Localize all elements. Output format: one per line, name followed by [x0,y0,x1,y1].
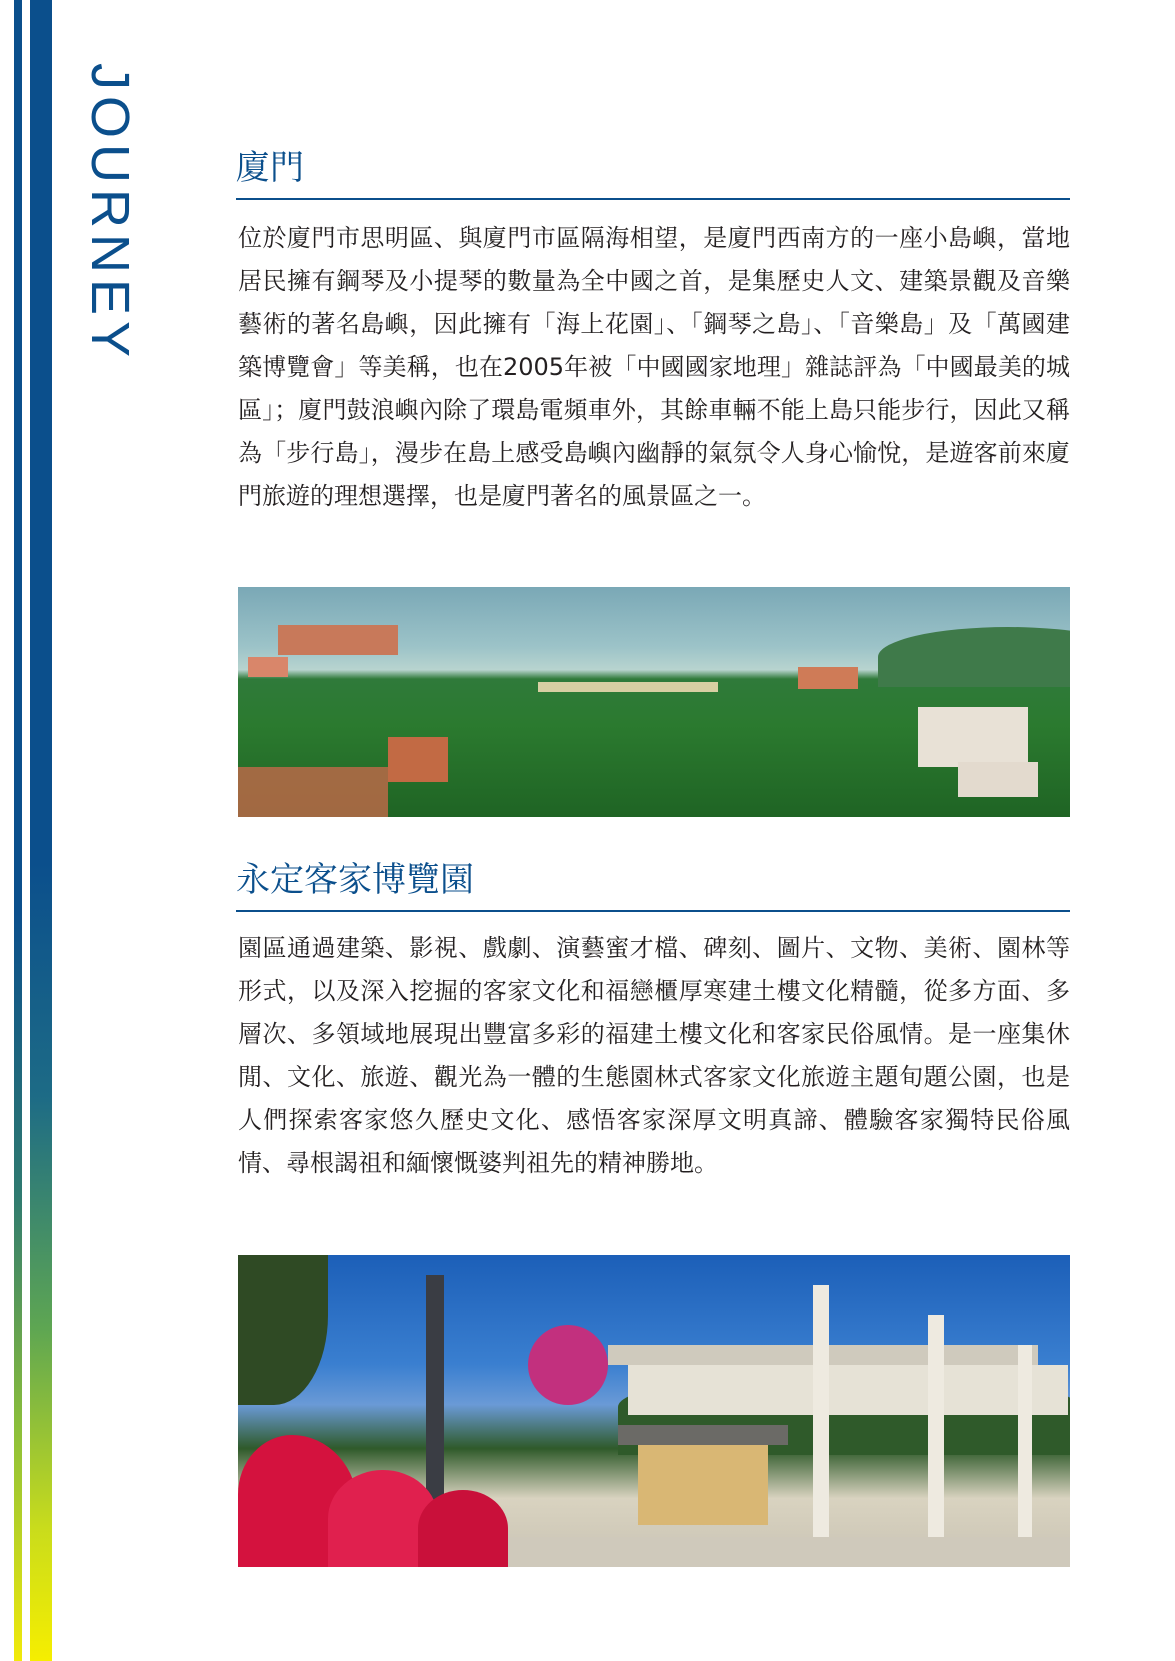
photo-beach [538,682,718,692]
photo-hakka-park [238,1255,1070,1567]
section-title-xiamen: 廈門 [236,146,1070,200]
photo-gate-pillar [1018,1345,1032,1567]
photo-hill [878,627,1070,687]
photo-building [918,707,1028,767]
section-body-xiamen: 位於廈門市思明區、與廈門市區隔海相望，是廈門西南方的一座小島嶼，當地居民擁有鋼琴及小提琴的數量為全中國之首，是集歷史人文、建築景觀及音樂藝術的著名島嶼，因此擁有「海上花園」、「鋼琴之島」、「音樂島」及「萬國建築博覽會」等美稱，也在2005年被「中國國家地理」雜誌評為「中國最美的城區」；廈門鼓浪嶼內除了環島電頻車外，其餘車輛不能上島只能步行，因此又稱為「步行島」，漫步在島上感受島嶼內幽靜的氣氛令人身心愉悅，是遊客前來廈門旅遊的理想選擇，也是廈門著名的風景區之一。 [238,224,1070,510]
photo-building [238,767,388,817]
photo-building [248,657,288,677]
photo-building [388,737,448,782]
section-title-yongding: 永定客家博覽園 [236,858,1070,912]
photo-leaves [238,1255,328,1405]
section-body-yongding: 園區通過建築、影視、戲劇、演藝蜜才檔、碑刻、圖片、文物、美術、園林等形式，以及深入挖掘的客家文化和福戀櫃厚寒建土樓文化精髓，從多方面、多層次、多領域地展現出豐富多彩的福建土樓文化和客家民俗風情。是一座集休閒、文化、旅遊、觀光為一體的生態園林式客家文化旅遊主題旬題公園，也是人們探索客家悠久歷史文化、感悟客家深厚文明真諦、體驗客家獨特民俗風情、尋根謁祖和緬懷慨婆判祖先的精神勝地。 [238,934,1070,1177]
left-stripe-thick [30,0,52,1661]
photo-building [278,625,398,655]
photo-pavilion [638,1440,768,1525]
photo-building [798,667,858,689]
photo-flowers [528,1325,608,1405]
photo-flowers [418,1490,508,1567]
photo-pavilion-roof [618,1425,788,1445]
side-title [76,18,144,408]
left-stripe-thin [14,0,22,1661]
photo-gate-beam [628,1365,1068,1415]
photo-gulangyu [238,587,1070,817]
photo-gate-pillar [813,1285,829,1567]
photo-gate-pillar [928,1315,944,1567]
photo-building [958,762,1038,797]
side-title-text: JOURNEY [80,62,140,364]
